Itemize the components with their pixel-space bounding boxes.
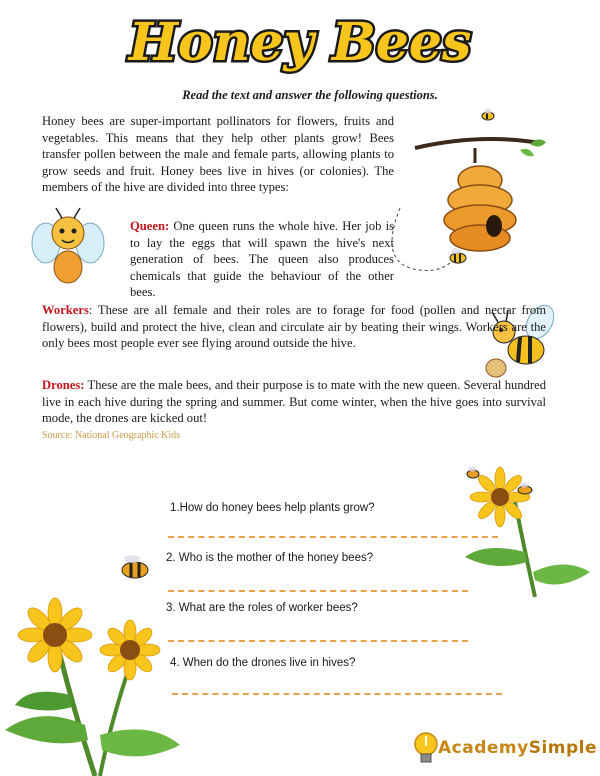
question-4: 4. When do the drones live in hives? xyxy=(170,657,356,669)
question-3: 3. What are the roles of worker bees? xyxy=(166,602,358,614)
source-citation: Source: National Geographic Kids xyxy=(42,430,181,441)
answer-line-4 xyxy=(172,693,502,695)
page-title xyxy=(128,2,472,82)
answer-line-2 xyxy=(168,590,468,592)
workers-text: : These are all female and their roles are to forage for food (pollen and nectar from flowers), build and protect the hive, clean and circulate air by beating their wings. Workers are the only bees most people ever see flying around outside the hive. xyxy=(42,303,546,351)
workers-paragraph xyxy=(42,302,546,352)
logo-part1: Academy xyxy=(438,738,529,758)
sunflower-right-illustration xyxy=(455,462,600,602)
intro-paragraph: Honey bees are super-important pollinators for flowers, fruits and vegetables. This means that they help other plants grow! Bees transfer pollen between the male and female parts, allowing plants to grow seeds and fruit. Honey bees live in hives (or colonies). The members of the hive are divided into three types: xyxy=(42,114,394,195)
drones-text: These are the male bees, and their purpose is to mate with the new queen. Several hundred live in each hive during the spring and summer. But come winter, when the hive goes into survival mode, the drones are kicked out! xyxy=(42,378,546,426)
queen-text: One queen runs the whole hive. Her job is to lay the eggs that will spawn the hive's next generation of bees. The queen also produces chemicals that guide the behaviour of the other bees. xyxy=(130,219,394,300)
title-text: Honey Bees xyxy=(128,12,472,73)
workers-label: Workers xyxy=(42,303,89,317)
drones-paragraph xyxy=(42,377,546,427)
logo-text xyxy=(438,738,597,758)
drones-label: Drones: xyxy=(42,378,85,392)
question-1: 1.How do honey bees help plants grow? xyxy=(170,502,375,514)
answer-line-3 xyxy=(168,640,468,642)
question-2: 2. Who is the mother of the honey bees? xyxy=(166,552,374,564)
lightbulb-icon xyxy=(415,733,437,762)
queen-bee-illustration xyxy=(28,205,108,290)
sunflower-left-illustration xyxy=(0,535,185,776)
logo-part2: Simple xyxy=(528,738,598,758)
queen-label: Queen: xyxy=(130,219,170,233)
instruction-text: Read the text and answer the following questions. xyxy=(182,88,438,102)
hive-illustration xyxy=(380,108,585,288)
answer-line-1 xyxy=(168,536,498,538)
queen-paragraph xyxy=(130,218,394,301)
